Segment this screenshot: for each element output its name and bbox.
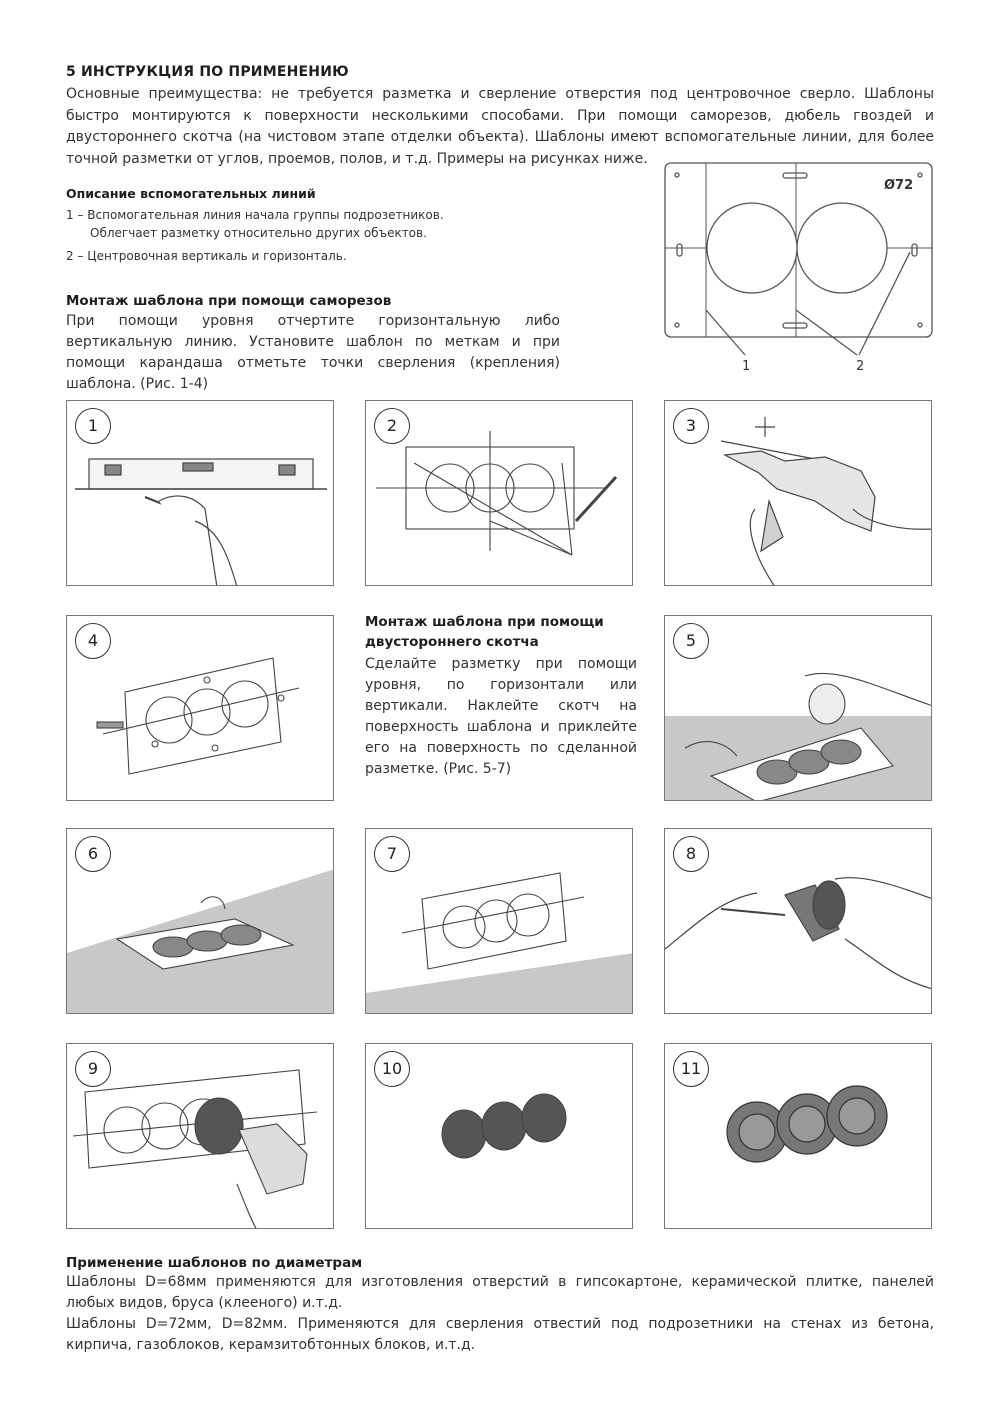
figure-number-4: 4 — [75, 623, 111, 659]
figure-number-11: 11 — [673, 1051, 709, 1087]
figure-10 — [365, 1043, 633, 1229]
diameters-text-2: Шаблоны D=72мм, D=82мм. Применяются для сверления отвестий под подрозетники на стенах из бетона, кирпича, газоблоков, керамзитобтонных блоков, и.т.д. — [66, 1316, 934, 1353]
tape-title-line-2: двустороннего скотча — [365, 634, 539, 650]
section-title: 5 ИНСТРУКЦИЯ ПО ПРИМЕНЕНИЮ — [66, 64, 349, 80]
callout-2: 2 — [856, 359, 865, 374]
diameters-text-1: Шаблоны D=68мм применяются для изготовления отверстий в гипсокартоне, керамической плитке, панелей любых видов, бруса (клееного) и.т.д. — [66, 1274, 934, 1311]
tape-section — [365, 612, 637, 780]
callout-1: 1 — [742, 359, 751, 374]
figure-number-7: 7 — [374, 836, 410, 872]
figure-11 — [664, 1043, 932, 1229]
figure-number-10: 10 — [374, 1051, 410, 1087]
figure-9 — [66, 1043, 334, 1229]
figure-8 — [664, 828, 932, 1014]
figure-4 — [66, 615, 334, 801]
figure-5 — [664, 615, 932, 801]
diameters-title: Применение шаблонов по диаметрам — [66, 1255, 363, 1271]
figure-number-1: 1 — [75, 408, 111, 444]
tape-title-line-1: Монтаж шаблона при помощи — [365, 614, 604, 630]
aux-item-1-line-1: 1 – Вспомогательная линия начала группы подрозетников. — [66, 208, 444, 222]
aux-lines-title: Описание вспомогательных линий — [66, 186, 316, 201]
figure-number-2: 2 — [374, 408, 410, 444]
figure-number-5: 5 — [673, 623, 709, 659]
diameters-text — [66, 1272, 934, 1356]
aux-item-1-line-2: Облегчает разметку относительно других объектов. — [90, 226, 427, 240]
template-diagram — [662, 160, 937, 380]
figure-number-6: 6 — [75, 836, 111, 872]
figure-1 — [66, 400, 334, 586]
figure-number-9: 9 — [75, 1051, 111, 1087]
figure-6 — [66, 828, 334, 1014]
intro-paragraph: Основные преимущества: не требуется разметка и сверление отверстия под центровочное сверло. Шаблоны быстро монтируются к поверхности несколькими способами. При помощи саморезов, дюбель гвоздей и двустороннего скотча (на чистовом этапе отделки объекта). Шаблоны имеют вспомогательные линии, для более точной разметки от углов, проемов, полов, и т.д. Примеры на рисунках ниже. — [66, 86, 934, 167]
figure-2 — [365, 400, 633, 586]
template-diagram-drawing — [662, 160, 937, 380]
figure-number-8: 8 — [673, 836, 709, 872]
diameter-label: Ø72 — [884, 178, 914, 193]
tape-text: Сделайте разметку при помощи уровня, по горизонтали или вертикали. Наклейте скотч на поверхность шаблона и приклейте его на поверхность по сделанной разметке. (Рис. 5-7) — [365, 656, 637, 777]
figure-3 — [664, 400, 932, 586]
figure-7 — [365, 828, 633, 1014]
aux-lines-item-1 — [66, 206, 444, 242]
aux-lines-item-2: 2 – Центровочная вертикаль и горизонталь. — [66, 249, 347, 263]
screws-text: При помощи уровня отчертите горизонтальную либо вертикальную линию. Установите шаблон по меткам и при помощи карандаша отметьте точки сверления (крепления) шаблона. (Рис. 1-4) — [66, 313, 560, 392]
screws-title: Монтаж шаблона при помощи саморезов — [66, 293, 392, 309]
figure-number-3: 3 — [673, 408, 709, 444]
